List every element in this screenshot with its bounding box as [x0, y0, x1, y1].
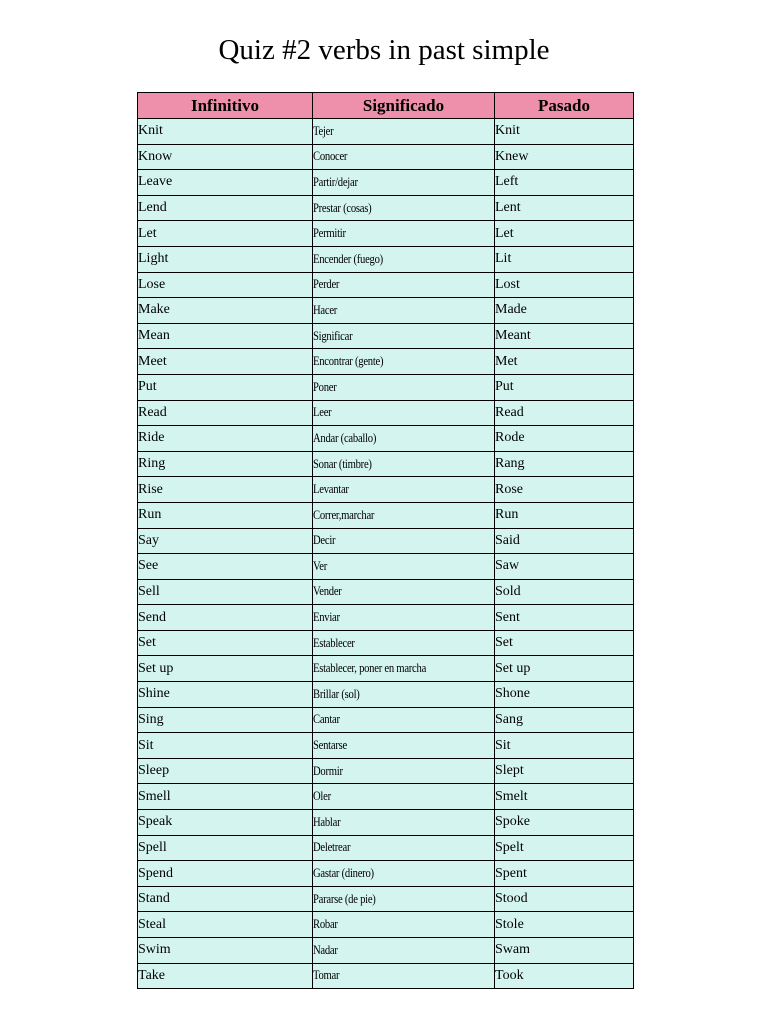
- cell-infinitivo: Read: [138, 400, 313, 426]
- cell-significado-text: Tejer: [313, 123, 334, 138]
- cell-infinitivo: Set: [138, 630, 313, 656]
- cell-pasado: Saw: [495, 554, 634, 580]
- cell-infinitivo: Rise: [138, 477, 313, 503]
- cell-infinitivo: Leave: [138, 170, 313, 196]
- cell-infinitivo: Light: [138, 246, 313, 272]
- cell-pasado: Meant: [495, 323, 634, 349]
- table-row: [138, 810, 634, 836]
- table-row: [138, 528, 634, 554]
- cell-significado: [313, 221, 495, 247]
- cell-significado-text: Establecer, poner en marcha: [313, 661, 427, 676]
- cell-significado: [313, 502, 495, 528]
- table-row: [138, 374, 634, 400]
- cell-significado-text: Ver: [313, 558, 327, 573]
- table-row: [138, 707, 634, 733]
- table-row: [138, 170, 634, 196]
- cell-significado-text: Cantar: [313, 712, 340, 727]
- cell-significado: [313, 144, 495, 170]
- table-row: [138, 784, 634, 810]
- table-row: [138, 758, 634, 784]
- table-row: [138, 426, 634, 452]
- cell-significado-text: Oler: [313, 789, 331, 804]
- cell-infinitivo: Sing: [138, 707, 313, 733]
- cell-significado-text: Brillar (sol): [313, 686, 360, 701]
- cell-significado: [313, 195, 495, 221]
- cell-infinitivo: Smell: [138, 784, 313, 810]
- cell-infinitivo: See: [138, 554, 313, 580]
- cell-significado-text: Pararse (de pie): [313, 891, 376, 906]
- cell-infinitivo: Make: [138, 298, 313, 324]
- cell-significado-text: Encender (fuego): [313, 251, 383, 266]
- cell-infinitivo: Sleep: [138, 758, 313, 784]
- cell-pasado: Put: [495, 374, 634, 400]
- cell-infinitivo: Mean: [138, 323, 313, 349]
- cell-infinitivo: Ring: [138, 451, 313, 477]
- cell-pasado: Made: [495, 298, 634, 324]
- cell-significado: [313, 119, 495, 145]
- cell-infinitivo: Let: [138, 221, 313, 247]
- cell-pasado: Slept: [495, 758, 634, 784]
- cell-significado: [313, 170, 495, 196]
- cell-significado: [313, 298, 495, 324]
- cell-pasado: Shone: [495, 682, 634, 708]
- cell-significado: [313, 861, 495, 887]
- cell-infinitivo: Ride: [138, 426, 313, 452]
- cell-pasado: Met: [495, 349, 634, 375]
- cell-pasado: Spelt: [495, 835, 634, 861]
- table-row: [138, 861, 634, 887]
- header-significado: Significado: [313, 93, 495, 119]
- table-row: [138, 477, 634, 503]
- table-header-row: [138, 93, 634, 119]
- cell-infinitivo: Know: [138, 144, 313, 170]
- cell-infinitivo: Meet: [138, 349, 313, 375]
- cell-significado-text: Robar: [313, 917, 338, 932]
- cell-significado: [313, 886, 495, 912]
- cell-pasado: Set: [495, 630, 634, 656]
- table-row: [138, 554, 634, 580]
- cell-infinitivo: Set up: [138, 656, 313, 682]
- cell-significado-text: Hacer: [313, 302, 338, 317]
- cell-pasado: Took: [495, 963, 634, 989]
- cell-significado-text: Gastar (dinero): [313, 866, 374, 881]
- cell-significado-text: Perder: [313, 277, 340, 292]
- cell-pasado: Knit: [495, 119, 634, 145]
- cell-infinitivo: Spell: [138, 835, 313, 861]
- cell-significado: [313, 963, 495, 989]
- header-infinitivo: Infinitivo: [138, 93, 313, 119]
- cell-pasado: Stood: [495, 886, 634, 912]
- cell-pasado: Set up: [495, 656, 634, 682]
- cell-significado-text: Nadar: [313, 942, 338, 957]
- cell-significado-text: Decir: [313, 533, 336, 548]
- cell-significado-text: Hablar: [313, 814, 341, 829]
- cell-significado-text: Leer: [313, 405, 332, 420]
- cell-significado: [313, 272, 495, 298]
- cell-infinitivo: Steal: [138, 912, 313, 938]
- table-row: [138, 912, 634, 938]
- cell-significado-text: Poner: [313, 379, 337, 394]
- cell-pasado: Spoke: [495, 810, 634, 836]
- table-row: [138, 682, 634, 708]
- cell-infinitivo: Take: [138, 963, 313, 989]
- table-row: [138, 349, 634, 375]
- cell-infinitivo: Swim: [138, 938, 313, 964]
- cell-significado: [313, 349, 495, 375]
- cell-infinitivo: Lose: [138, 272, 313, 298]
- verbs-table: [137, 92, 634, 989]
- table-row: [138, 938, 634, 964]
- cell-infinitivo: Sell: [138, 579, 313, 605]
- cell-significado-text: Enviar: [313, 610, 340, 625]
- cell-pasado: Run: [495, 502, 634, 528]
- cell-significado-text: Encontrar (gente): [313, 354, 384, 369]
- cell-significado: [313, 528, 495, 554]
- cell-infinitivo: Send: [138, 605, 313, 631]
- table-row: [138, 221, 634, 247]
- table-row: [138, 451, 634, 477]
- cell-pasado: Swam: [495, 938, 634, 964]
- cell-significado: [313, 374, 495, 400]
- cell-significado-text: Establecer: [313, 635, 355, 650]
- cell-significado: [313, 656, 495, 682]
- table-row: [138, 400, 634, 426]
- cell-significado: [313, 554, 495, 580]
- cell-significado: [313, 835, 495, 861]
- cell-pasado: Sent: [495, 605, 634, 631]
- cell-significado: [313, 938, 495, 964]
- table-row: [138, 144, 634, 170]
- table-row: [138, 579, 634, 605]
- cell-pasado: Let: [495, 221, 634, 247]
- cell-significado-text: Andar (caballo): [313, 430, 377, 445]
- cell-infinitivo: Run: [138, 502, 313, 528]
- cell-infinitivo: Spend: [138, 861, 313, 887]
- cell-significado-text: Sonar (timbre): [313, 456, 372, 471]
- cell-significado: [313, 451, 495, 477]
- cell-pasado: Sold: [495, 579, 634, 605]
- cell-significado-text: Conocer: [313, 149, 348, 164]
- table-row: [138, 272, 634, 298]
- cell-infinitivo: Say: [138, 528, 313, 554]
- cell-infinitivo: Lend: [138, 195, 313, 221]
- cell-significado: [313, 579, 495, 605]
- cell-pasado: Said: [495, 528, 634, 554]
- cell-pasado: Stole: [495, 912, 634, 938]
- cell-pasado: Lit: [495, 246, 634, 272]
- cell-significado: [313, 912, 495, 938]
- cell-pasado: Knew: [495, 144, 634, 170]
- cell-significado: [313, 400, 495, 426]
- cell-pasado: Read: [495, 400, 634, 426]
- table-row: [138, 298, 634, 324]
- cell-significado: [313, 810, 495, 836]
- cell-significado: [313, 426, 495, 452]
- cell-infinitivo: Sit: [138, 733, 313, 759]
- table-row: [138, 963, 634, 989]
- cell-pasado: Spent: [495, 861, 634, 887]
- cell-significado-text: Permitir: [313, 226, 346, 241]
- cell-pasado: Lost: [495, 272, 634, 298]
- table-row: [138, 733, 634, 759]
- cell-significado-text: Significar: [313, 328, 353, 343]
- cell-significado-text: Sentarse: [313, 738, 347, 753]
- cell-significado: [313, 630, 495, 656]
- cell-pasado: Sit: [495, 733, 634, 759]
- cell-significado-text: Levantar: [313, 482, 349, 497]
- cell-pasado: Rose: [495, 477, 634, 503]
- cell-pasado: Smelt: [495, 784, 634, 810]
- cell-infinitivo: Stand: [138, 886, 313, 912]
- cell-significado: [313, 784, 495, 810]
- table-row: [138, 119, 634, 145]
- cell-significado: [313, 246, 495, 272]
- table-row: [138, 502, 634, 528]
- cell-significado-text: Prestar (cosas): [313, 200, 372, 215]
- cell-infinitivo: Speak: [138, 810, 313, 836]
- cell-pasado: Rang: [495, 451, 634, 477]
- cell-significado: [313, 758, 495, 784]
- cell-significado: [313, 682, 495, 708]
- table-row: [138, 886, 634, 912]
- cell-significado: [313, 707, 495, 733]
- cell-significado: [313, 605, 495, 631]
- cell-significado-text: Correr,marchar: [313, 507, 375, 522]
- cell-pasado: Left: [495, 170, 634, 196]
- cell-significado: [313, 323, 495, 349]
- cell-significado-text: Dormir: [313, 763, 343, 778]
- cell-infinitivo: Knit: [138, 119, 313, 145]
- table-body: [138, 119, 634, 989]
- table-row: [138, 605, 634, 631]
- cell-significado-text: Deletrear: [313, 840, 351, 855]
- cell-significado: [313, 477, 495, 503]
- header-pasado: Pasado: [495, 93, 634, 119]
- table-row: [138, 656, 634, 682]
- cell-pasado: Rode: [495, 426, 634, 452]
- cell-pasado: Sang: [495, 707, 634, 733]
- table-row: [138, 835, 634, 861]
- cell-infinitivo: Put: [138, 374, 313, 400]
- cell-pasado: Lent: [495, 195, 634, 221]
- cell-infinitivo: Shine: [138, 682, 313, 708]
- cell-significado-text: Partir/dejar: [313, 174, 358, 189]
- cell-significado: [313, 733, 495, 759]
- table-row: [138, 246, 634, 272]
- table-row: [138, 630, 634, 656]
- cell-significado-text: Vender: [313, 584, 342, 599]
- table-row: [138, 323, 634, 349]
- cell-significado-text: Tomar: [313, 968, 340, 983]
- table-row: [138, 195, 634, 221]
- page-title: Quiz #2 verbs in past simple: [218, 34, 550, 66]
